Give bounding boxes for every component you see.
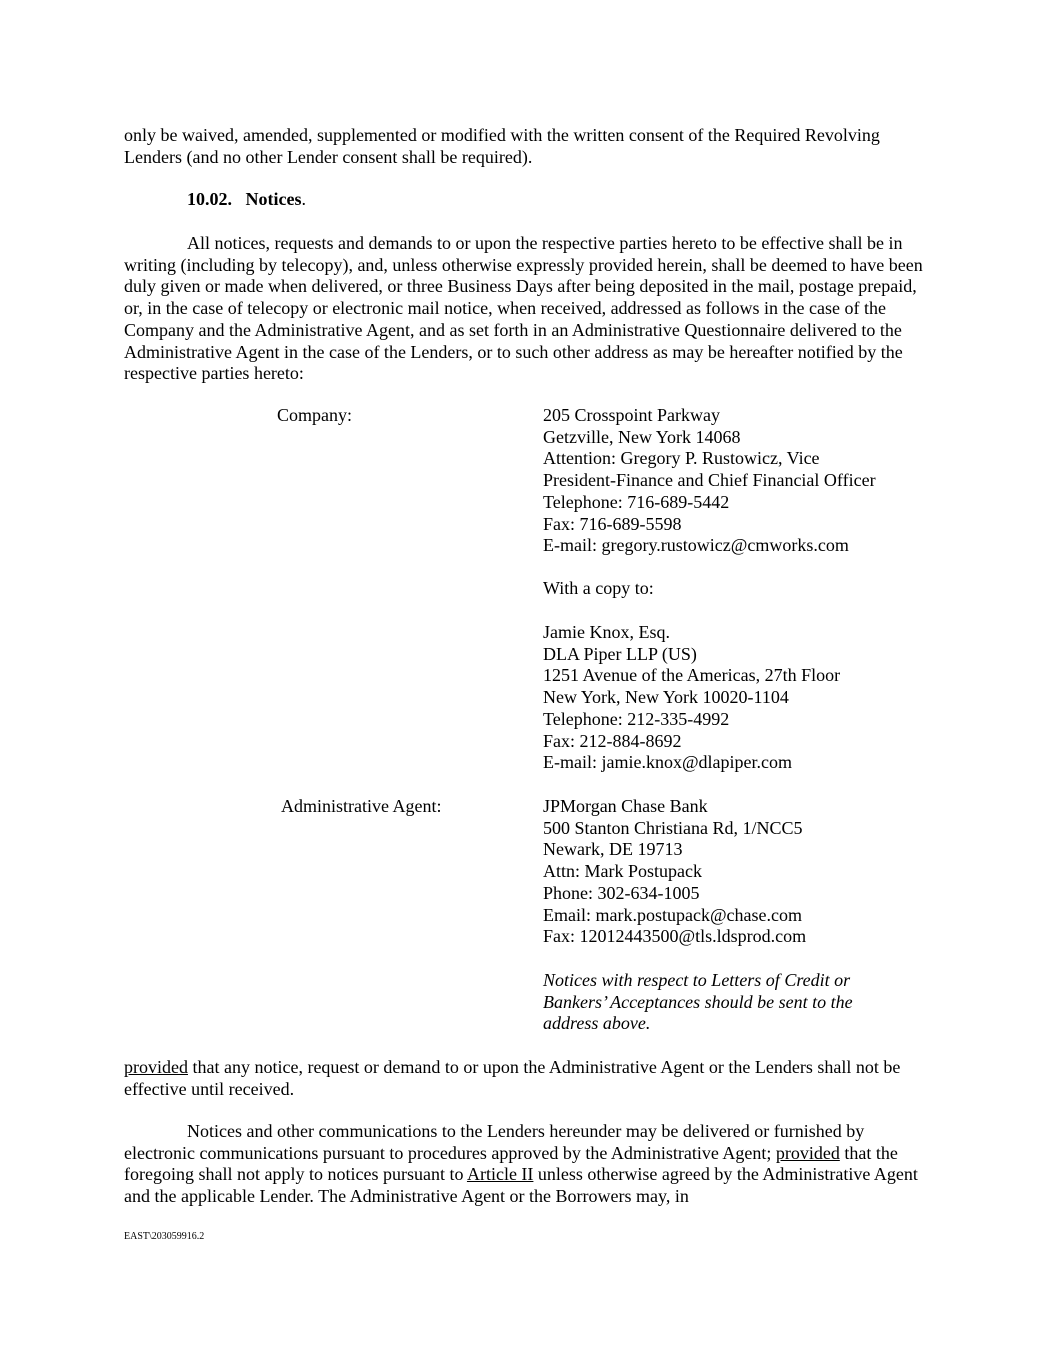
- section-period: .: [301, 189, 306, 209]
- copy-address-line: DLA Piper LLP (US): [543, 643, 697, 664]
- copy-address-line: 1251 Avenue of the Americas, 27th Floor: [543, 665, 841, 686]
- agent-address-line: Phone: 302-634-1005: [543, 882, 700, 903]
- electronic-text-3: unless otherwise agreed by the Administrative Agent and the applicable Lender. The Administrative Agent or the Borrowers may, in: [124, 1164, 918, 1207]
- provided-term: provided: [124, 1057, 188, 1077]
- copy-address-line: Telephone: 212-335-4992: [543, 708, 730, 729]
- electronic-notices-paragraph: [124, 1121, 932, 1208]
- company-address-line: Attention: Gregory P. Rustowicz, Vice: [543, 448, 820, 469]
- electronic-text-2: that the foregoing shall not apply to notices pursuant to: [124, 1142, 898, 1185]
- company-address-line: President-Finance and Chief Financial Officer: [543, 470, 876, 491]
- copy-address-line: Jamie Knox, Esq.: [543, 622, 670, 642]
- copy-address: [543, 622, 840, 774]
- intro-paragraph: only be waived, amended, supplemented or modified with the written consent of the Required Revolving Lenders (and no other Lender consent shall be required).: [124, 125, 880, 167]
- company-address-line: E-mail: gregory.rustowicz@cmworks.com: [543, 535, 849, 556]
- company-address-line: 205 Crosspoint Parkway: [543, 405, 720, 425]
- copy-address-line: E-mail: jamie.knox@dlapiper.com: [543, 752, 793, 773]
- notices-paragraph: All notices, requests and demands to or upon the respective parties hereto to be effective shall be in writing (including by telecopy), and, unless otherwise expressly provided herein, shall be deemed to have been duly given or made when delivered, or three Business Days after being deposited in the mail, postage prepaid, or, in the case of telecopy or electronic mail notice, when received, addressed as follows in the case of the Company and the Administrative Agent, and as set forth in an Administrative Questionnaire delivered to the Administrative Agent in the case of the Lenders, or to such other address as may be hereafter notified by the respective parties hereto:: [124, 233, 923, 384]
- article-reference: Article II: [466, 1164, 534, 1185]
- agent-address-line: 500 Stanton Christiana Rd, 1/NCC5: [543, 817, 803, 838]
- proviso-paragraph: [124, 1057, 932, 1100]
- section-title: Notices: [245, 189, 302, 209]
- provided-term: provided: [775, 1142, 840, 1163]
- document-id-footer: EAST\203059916.2: [124, 1231, 205, 1242]
- note-line: Notices with respect to Letters of Credit or: [543, 970, 851, 990]
- agent-address-line: Fax: 12012443500@tls.ldsprod.com: [543, 926, 807, 947]
- agent-address-line: Newark, DE 19713: [543, 839, 683, 860]
- section-number: 10.02.: [187, 189, 232, 209]
- company-address-line: Telephone: 716-689-5442: [543, 491, 730, 512]
- letters-of-credit-note: [543, 970, 853, 1035]
- agent-address-line: Email: mark.postupack@chase.com: [543, 904, 802, 925]
- agent-label: Administrative Agent:: [281, 796, 442, 816]
- copy-address-line: New York, New York 10020-1104: [543, 687, 789, 708]
- note-line: Bankers’ Acceptances should be sent to the: [543, 991, 853, 1012]
- section-heading: [187, 189, 306, 211]
- agent-address: [543, 796, 806, 948]
- note-line: address above.: [543, 1013, 651, 1034]
- agent-address-line: JPMorgan Chase Bank: [543, 796, 708, 816]
- agent-address-line: Attn: Mark Postupack: [543, 861, 702, 882]
- copy-to-label: With a copy to:: [543, 578, 654, 598]
- company-address-line: Fax: 716-689-5598: [543, 513, 682, 534]
- company-label: Company:: [277, 405, 352, 425]
- company-address: [543, 405, 876, 557]
- proviso-text: that any notice, request or demand to or upon the Administrative Agent or the Lenders shall not be effective until received.: [124, 1057, 901, 1099]
- company-address-line: Getzville, New York 14068: [543, 426, 741, 447]
- copy-address-line: Fax: 212-884-8692: [543, 730, 682, 751]
- electronic-text-1: Notices and other communications to the Lenders hereunder may be delivered or furnished by electronic communications pursuant to procedures approved by the Administrative Agent;: [124, 1121, 865, 1163]
